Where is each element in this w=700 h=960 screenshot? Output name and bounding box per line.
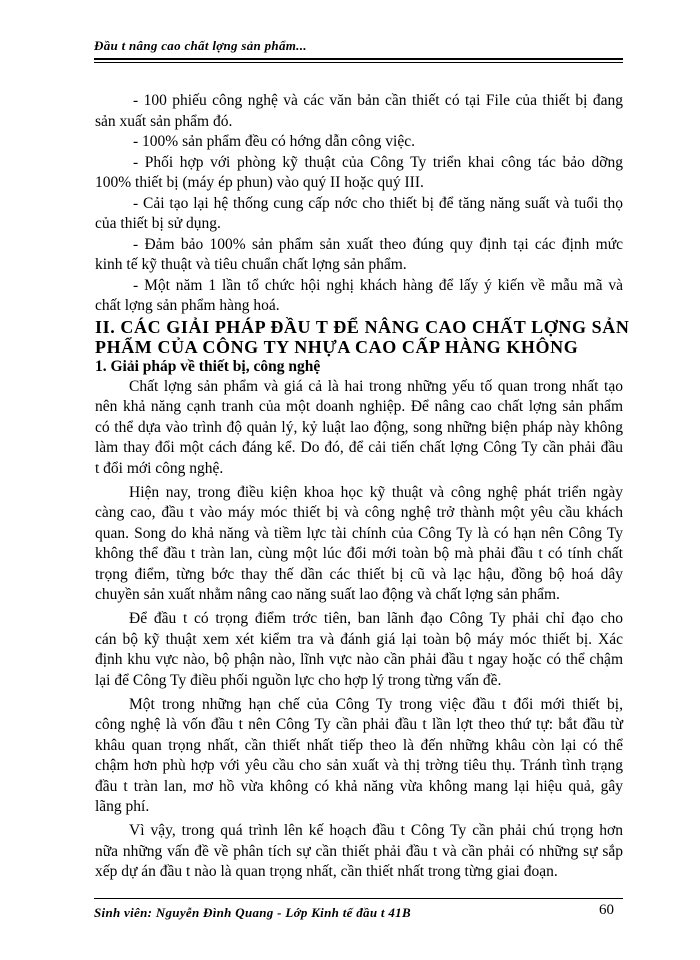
- page-number: 60: [599, 902, 614, 918]
- text-line: không thể đầu t tràn lan, cùng một lúc đổi mới toàn bộ mà phải đầu t có tính chất: [95, 545, 623, 562]
- text-line: - Phối hợp với phòng kỹ thuật của Công Ty triển khai công tác bảo dỡng: [133, 153, 623, 171]
- text-line: làm thay đổi một cách đáng kể. Do đó, để cải tiến chất lợng Công Ty cần phải đầu: [95, 439, 623, 456]
- text-line: Vì vậy, trong quá trình lên kế hoạch đầu t Công Ty cần phải chú trọng hơn: [129, 822, 623, 839]
- footer-author: Sinh viên: Nguyễn Đình Quang - Lớp Kinh tế đầu t 41B: [94, 905, 411, 920]
- text-line: chuyền sản xuất nhằm nâng cao năng suất lao động và chất lợng sản phẩm.: [95, 586, 560, 603]
- text-line: khâu quan trọng nhất, cần thiết nhất tiếp theo là đến những khâu còn lại có thể: [95, 736, 623, 754]
- text-line: kinh tế kỹ thuật và tiêu chuẩn chất lợng sản phẩm.: [95, 256, 407, 273]
- text-line: - 100 phiếu công nghệ và các văn bản cần thiết có tại File của thiết bị đang: [133, 92, 623, 109]
- text-line: chất lợng sản phẩm hàng hoá.: [95, 297, 280, 314]
- page-content: [95, 91, 630, 883]
- text-line: - 100% sản phẩm đều có hớng dẫn công việc.: [133, 133, 415, 150]
- text-line: nữa những vấn đề về phân tích sự cần thiết phải đầu t và cần phải có những sự sắp: [95, 842, 623, 860]
- footer-divider: [94, 898, 623, 899]
- text-line: sản xuất sản phẩm đó.: [95, 112, 233, 130]
- text-line: chậm hơn phù hợp với yêu cầu cho sản xuất và thị trờng tiêu thụ. Tránh tình trạng: [95, 757, 623, 774]
- text-line: càng cao, đầu t vào máy móc thiết bị và công nghệ trở thành một yêu cầu khách: [95, 504, 623, 521]
- text-line: trọng điểm, từng bớc thay thế dần các thiết bị cũ và lạc hậu, đồng bộ hoá dây: [95, 565, 623, 583]
- text-line: - Một năm 1 lần tổ chức hội nghị khách hàng để lấy ý kiến về mẫu mã và: [133, 276, 623, 294]
- text-line: - Đảm bảo 100% sản phẩm sản xuất theo đúng quy định tại các định mức: [133, 235, 623, 253]
- text-line: đầu t tràn lan, mơ hồ vừa không có khả năng vừa không mang lại hiệu quả, gây: [95, 777, 623, 795]
- text-line: cán bộ kỹ thuật xem xét kiểm tra và đánh giá lại toàn bộ máy móc thiết bị. Xác: [95, 630, 623, 648]
- text-line: 100% thiết bị (máy ép phun) vào quý II hoặc quý III.: [95, 174, 424, 191]
- text-line: quan. Song do khả năng và tiềm lực tài chính của Công Ty là có hạn nên Công Ty: [95, 524, 623, 542]
- text-line: Hiện nay, trong điều kiện khoa học kỹ thuật và công nghệ phát triển ngày: [129, 483, 623, 501]
- text-line: công nghệ là vốn đầu t nên Công Ty cần phải đầu t lần lợt theo thứ tự: bắt đầu từ: [95, 716, 623, 733]
- text-line: t đổi mới công nghệ.: [95, 459, 224, 477]
- text-line: nên khả năng cạnh tranh của một doanh nghiệp. Để nâng cao chất lợng sản phẩm: [95, 398, 623, 415]
- text-line: của thiết bị sử dụng.: [95, 215, 221, 232]
- text-line: Một trong những hạn chế của Công Ty trong việc đầu t đổi mới thiết bị,: [129, 695, 623, 713]
- text-line: Chất lợng sản phẩm và giá cả là hai trong những yếu tố quan trong nhất tạo: [129, 377, 623, 395]
- text-line: có thể dựa vào trình độ quản lý, kỷ luật lao động, song những biện pháp này không: [95, 418, 623, 436]
- subsection-heading: 1. Giải pháp về thiết bị, công nghệ: [95, 357, 321, 375]
- text-line: xếp dự án đầu t nào là quan trọng nhất, cần thiết nhất trong từng giai đoạn.: [95, 863, 558, 880]
- header-divider: [94, 58, 623, 63]
- running-header: Đầu t nâng cao chất lợng sản phẩm...: [94, 38, 307, 53]
- section-heading: II. CÁC GIẢI PHÁP ĐẦU T ĐỂ NÂNG CAO CHẤT LỢNG SẢN: [95, 316, 630, 337]
- text-line: lãng phí.: [95, 798, 150, 815]
- text-line: lại để Công Ty điều phối nguồn lực cho hợp lý trong từng vấn đề.: [95, 671, 502, 689]
- section-heading-continued: PHẨM CỦA CÔNG TY NHỰA CAO CẤP HÀNG KHÔNG: [95, 336, 579, 357]
- text-line: định khu vực nào, bộ phận nào, lĩnh vực nào cần phải đầu t ngay hoặc có thể chậm: [95, 651, 623, 668]
- text-line: - Cải tạo lại hệ thống cung cấp nớc cho thiết bị để tăng năng suất và tuổi thọ: [133, 194, 623, 212]
- text-line: Để đầu t có trọng điểm trớc tiên, ban lãnh đạo Công Ty phải chỉ đạo cho: [129, 610, 623, 627]
